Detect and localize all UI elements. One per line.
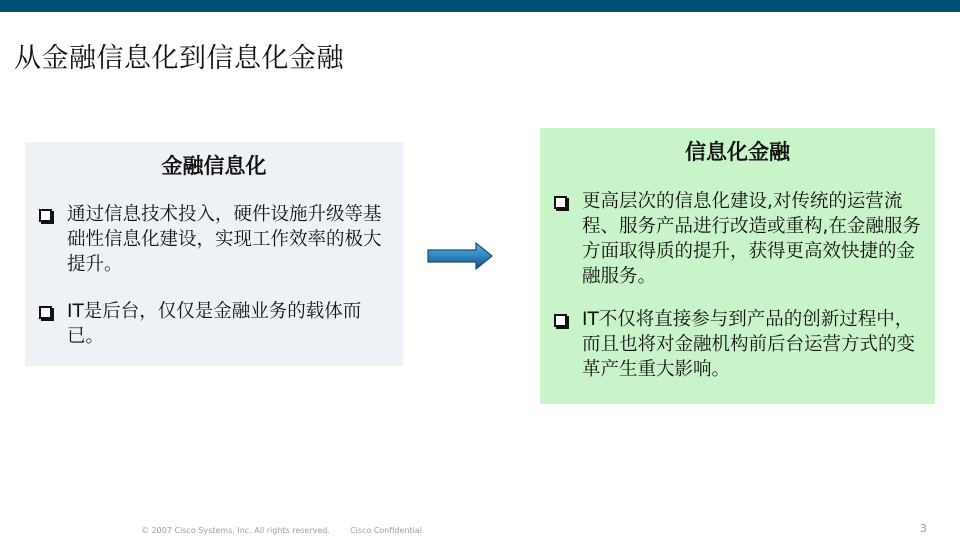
footer-confidential: Cisco Confidential	[350, 526, 422, 535]
bullet-text: IT是后台，仅仅是金融业务的载体而已。	[67, 301, 362, 347]
left-bullet-list	[39, 202, 393, 349]
bullet-text: IT不仅将直接参与到产品的创新过程中，而且也将对金融机构前后台运营方式的变革产生重大影响。	[582, 309, 916, 380]
right-panel-heading: 信息化金融	[685, 140, 790, 164]
list-item	[554, 189, 925, 289]
checkbox-square-icon	[39, 209, 52, 222]
checkbox-square-icon	[554, 314, 567, 327]
left-panel-financial-informatization	[25, 142, 403, 366]
page-number: 3	[920, 522, 927, 535]
bullet-text: 通过信息技术投入，硬件设施升级等基础性信息化建设，实现工作效率的极大提升。	[67, 204, 382, 275]
checkbox-square-icon	[39, 306, 52, 319]
left-panel-heading: 金融信息化	[161, 154, 267, 178]
page-title: 从金融信息化到信息化金融	[14, 43, 344, 74]
list-item	[554, 307, 925, 382]
bullet-text: 更高层次的信息化建设,对传统的运营流程、服务产品进行改造或重构,在金融服务方面取得质的提升，获得更高效快捷的金融服务。	[582, 191, 921, 287]
right-panel-informatized-finance	[540, 128, 935, 404]
right-bullet-list	[554, 189, 925, 382]
footer-copyright: © 2007 Cisco Systems, Inc. All rights reserved.	[141, 526, 330, 535]
checkbox-square-icon	[554, 196, 567, 209]
list-item	[39, 202, 393, 277]
list-item	[39, 299, 393, 349]
top-accent-bar	[0, 0, 960, 12]
arrow-right-icon	[426, 241, 494, 271]
